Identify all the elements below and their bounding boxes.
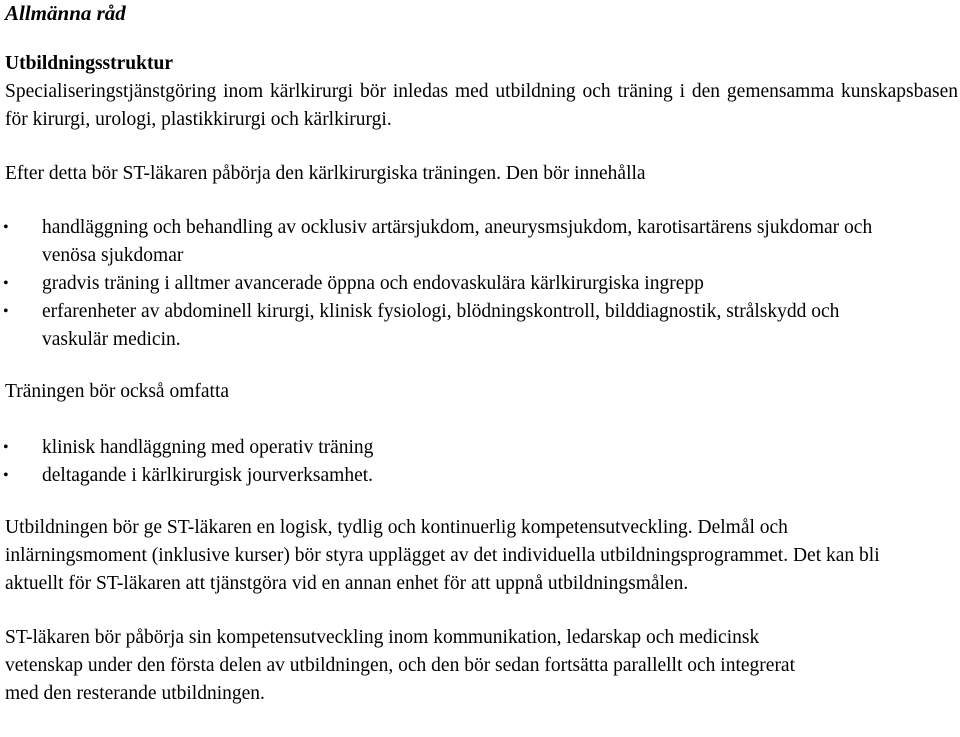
bullet-icon: • [3,303,9,320]
bullet-list-training-content [5,214,955,354]
paragraph-intro: Specialiseringstjänstgöring inom kärlkirurgi bör inledas med utbildning och träning i den gemensamma kunskapsbasen för kirurgi, urologi, plastikkirurgi och kärlkirurgi. [5,81,958,130]
subtitle-utbildningsstruktur: Utbildningsstruktur [5,53,173,74]
bullet-icon: • [3,467,9,484]
list-item [5,298,872,354]
list-item-text: erfarenheter av abdominell kirurgi, klinisk fysiologi, blödningskontroll, bilddiagnostik, strålskydd och vaskulär medicin. [42,301,840,350]
list-item-text: handläggning och behandling av ocklusiv artärsjukdom, aneurysmsjukdom, karotisartärens sjukdomar och venösa sjukdomar [42,217,873,266]
list-item [5,462,955,490]
list-item-text: klinisk handläggning med operativ träning [42,437,374,458]
list-item [5,434,955,462]
list-item [5,214,892,270]
list-item [5,270,955,298]
paragraph-also: Träningen bör också omfatta [5,381,230,402]
list-item-text: deltagande i kärlkirurgisk jourverksamhet. [42,465,374,486]
document-page [3,0,958,708]
bullet-icon: • [3,275,9,292]
bullet-icon: • [3,219,9,236]
list-item-text: gradvis träning i alltmer avancerade öppna och endovaskulära kärlkirurgiska ingrepp [42,273,704,294]
bullet-list-also [5,434,955,490]
section-heading: Allmänna råd [5,1,126,25]
paragraph-after: Efter detta bör ST-läkaren påbörja den kärlkirurgiska träningen. Den bör innehålla [5,163,646,184]
bullet-icon: • [3,439,9,456]
paragraph-education: Utbildningen bör ge ST-läkaren en logisk, tydlig och kontinuerlig kompetensutveckling. Delmål och inlärningsmoment (inklusive kurser) bör styra upplägget av det individuella utbildningsprogrammet. Det kan bli aktuellt för ST-läkaren att tjänstgöra vid en annan enhet för att uppnå utbildningsmålen. [5,517,880,594]
paragraph-competence: ST-läkaren bör påbörja sin kompetensutveckling inom kommunikation, ledarskap och medicinsk vetenskap under den första delen av utbildningen, och den bör sedan fortsätta parallellt och integrerat med den resterande utbildningen. [5,627,796,704]
